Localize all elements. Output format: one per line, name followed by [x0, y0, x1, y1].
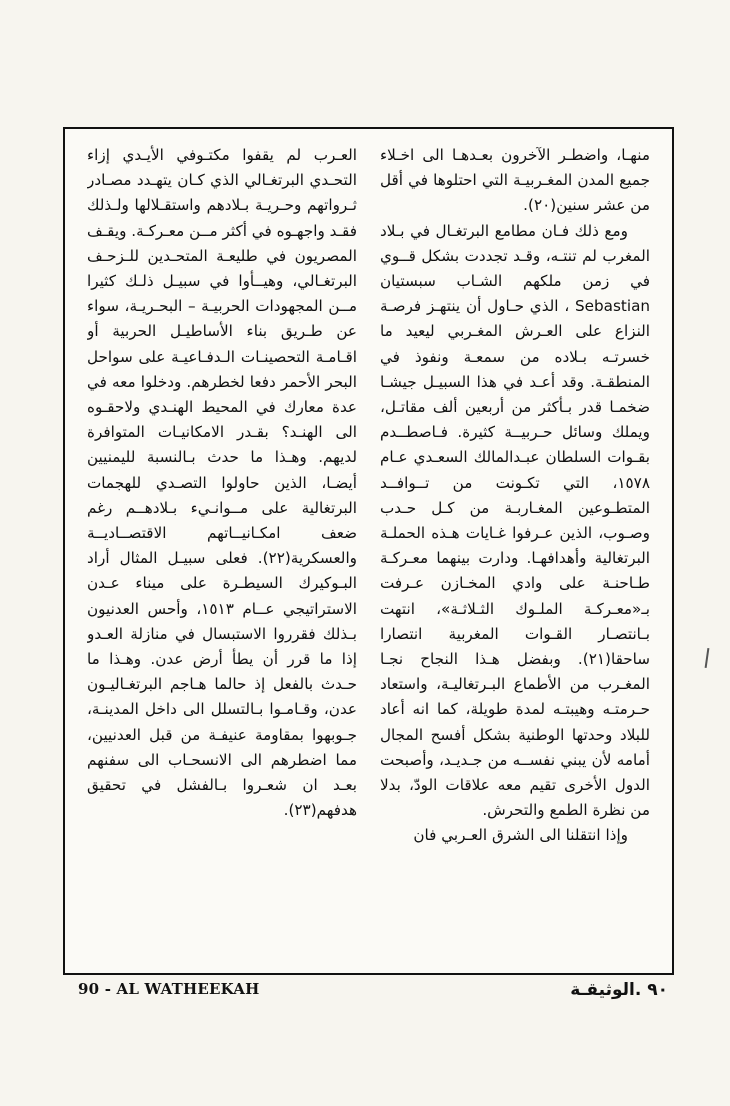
margin-pen-mark — [705, 648, 710, 668]
article-column-right — [380, 143, 650, 963]
paragraph: وإذا انتقلنا الى الشرق العـربي فان — [413, 826, 628, 845]
footer-page-label-arabic: ٩٠ .الوثيقـة — [570, 980, 668, 1000]
footer-page-label-latin: 90 - AL WATHEEKAH — [78, 980, 260, 998]
paragraph: ومع ذلك فـان مطامع البرتغـال في بـلاد المغرب لم تنتـه، وقـد تجددت بشكل قــوي في زمن ملكهم الشـاب سبستيان Sebastian ، الذي حـاول أن ينتهـز فرصـة النزاع على العـرش المغـربي ليعيد ما خسرتـه بـلاده من سمعـة ونفوذ في المنطقـة. وقد أعـد في هذا السبيـل جيشـا ضخمـا قدر بـأكثر من أربعين ألف مقاتـل، ويملك وسائل حـربيــة كثيرة. فـاصطــدم بقـوات السلطان عبـدالمالك السعـدي عـام ١٥٧٨، التي تكـونت من تــوافــد المتطـوعين المغـاربـة من كـل حـدب وصـوب، الذين عـرفوا غـايات هـذه الحملـة البرتغالية وأهدافهـا. ودارت بينهما معـركـة طـاحنـة على وادي المخـازن عـرفت بـ«معـركـة الملـوك الثـلاثـة»، انتهت بـانتصـار القـوات المغربية انتصارا ساحقا(٢١). وبفضل هـذا النجاح نجـا المغـرب من الأطماع البـرتغاليـة، واستعاد حـرمتـه وهيبتـه لمدة طويلة، كما انه أعاد للبلاد وحدتها الوطنية بشكل أفسح المجال أمامه لأن يبني نفســه من جـديـد، وأصبحت الدول الأخرى تقيم معه علاقات الودّ، بدلا من نظرة الطمع والتحرش. — [380, 221, 650, 820]
article-frame — [63, 127, 674, 975]
paragraph: منهـا، واضطـر الآخرون بعـدهـا الى اخـلاء جميع المدن المغـربيـة التي احتلوها في أقل من عشر سنين(٢٠). — [380, 146, 650, 215]
article-column-left — [87, 143, 357, 963]
paragraph: العـرب لم يقفوا مكتـوفي الأيـدي إزاء التحـدي البرتغـالي الذي كـان يتهـدد مصـادر ثـرواتهم وحـريـة بـلادهم واستقـلالها ولـذلك فقـد واجهـوه في أكثر مــن معـركـة. ويقـف المصريون في طليعـة المتحـدين للـزحـف البرتغـالي، وهيــأوا في سبيـل ذلـك كثيرا مــن المجهودات الحربيـة – البحـريـة، سواء عن طـريق بناء الأساطيـل الحربية أو اقـامـة التحصينـات الـدفـاعيـة على سواحل البحر الأحمر دفعا لخطرهم. ودخلوا معه في عدة معارك في المحيط الهنـدي ولاحقـوه الى الهنـد؟ بقـدر الامكانيـات المتوافرة لديهم. وهـذا ما حدث بـالنسبة لليمنيين أيضـا، الذين حاولوا التصـدي للهجمات البرتغالية على مــوانـيء بـلادهــم رغم ضعف امكـانيــاتهم الاقتصــاديــة والعسكرية(٢٢). فعلى سبيـل المثال أراد البـوكيرك السيطـرة على ميناء عـدن الاستراتيجي عــام ١٥١٣، وأحس العدنيون بـذلك فقرروا الاستبسال في منازلة العـدو إذا ما قرر أن يطأ أرض عدن. وهـذا ما حـدث بالفعل إذ حالما هـاجم البرتغـاليـون عدن، وقـامـوا بـالتسلل الى داخل المدينـة، جـوبهوا بمقاومة عنيفـة من قبل العدنيين، مما اضطرهم الى الانسحـاب الى سفنهم بعـد ان شعـروا بـالفشل في تحقيق هدفهم(٢٣). — [87, 146, 357, 820]
